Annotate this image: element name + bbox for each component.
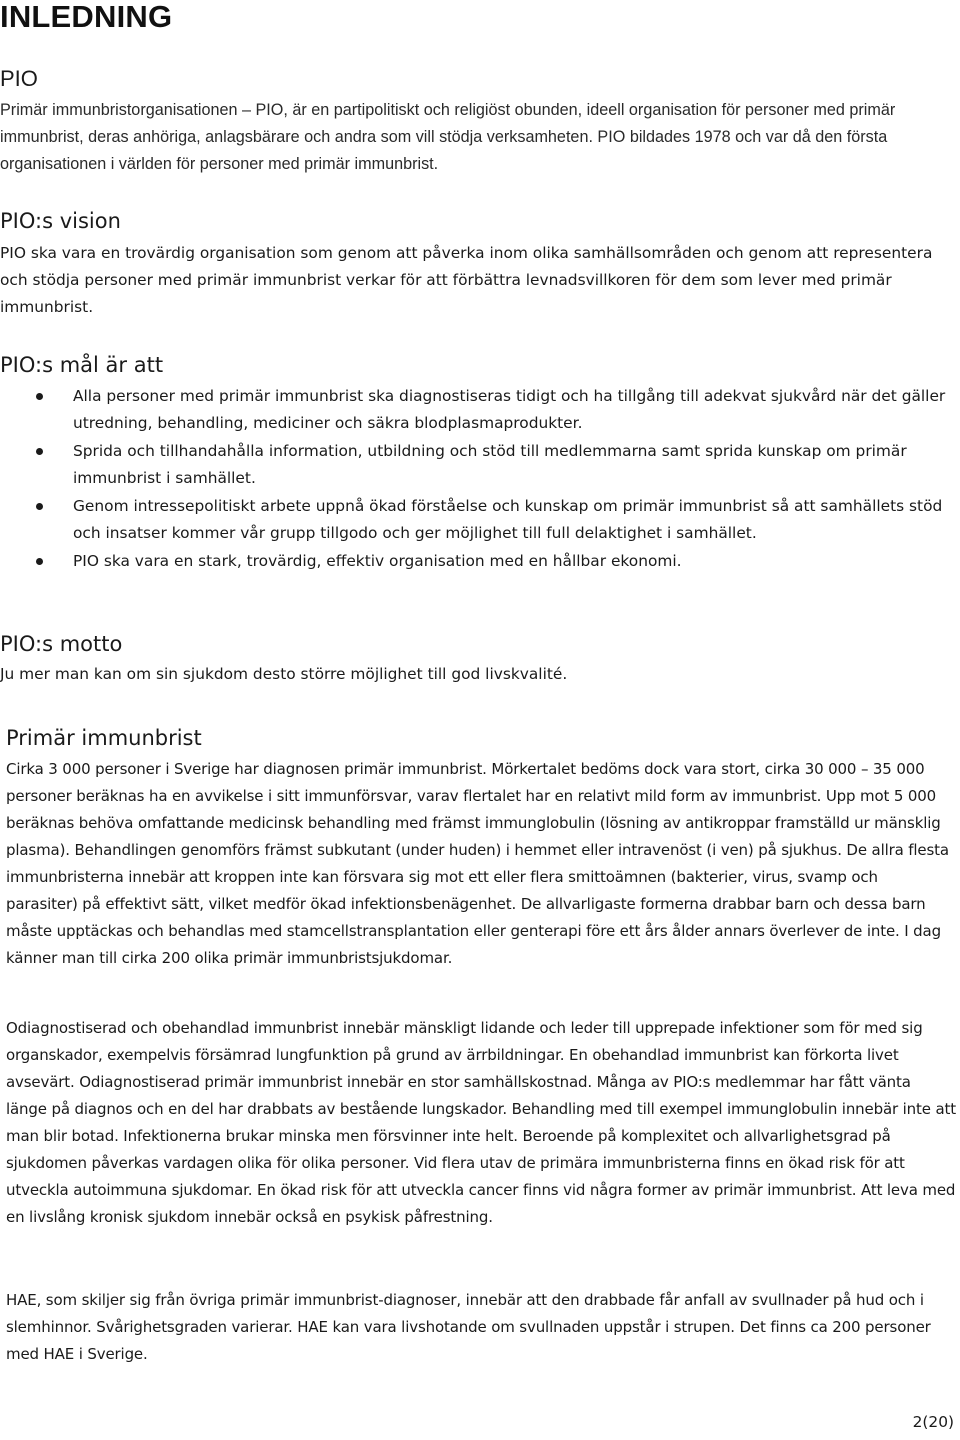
section-heading-vision: PIO:s vision <box>0 209 121 233</box>
pio-paragraph: Primär immunbristorganisationen – PIO, är en partipolitiskt och religiöst obunden, ideell organisation för personer med primär immunbrist, deras anhöriga, anlagsbärare och andra som vill stödja verksamheten. PIO bildades 1978 och var då den första organisationen i världen för personer med primär immunbrist. <box>0 101 896 173</box>
bullet-icon <box>36 503 43 510</box>
primary-paragraph-1: Cirka 3 000 personer i Sverige har diagnosen primär immunbrist. Mörkertalet bedöms dock vara stort, cirka 30 000 – 35 000 personer beräknas ha en avvikelse i sitt immunförsvar, varav flertalet har en relativt mild form av immunbrist. Upp mot 5 000 beräknas behöva omfattande medicinsk behandling med främst immunglobulin (lösning av antikroppar framställd ur mänsklig plasma). Behandlingen genomförs främst subkutant (under huden) i hemmet eller intravenöst (i ven) på sjukhus. De allra flesta immunbristerna innebär att kroppen inte kan försvara sig mot ett eller flera smittoämnen (bakterier, virus, svamp och parasiter) på effektivt sätt, vilket medför ökad infektionsbenägenhet. De allvarligaste formerna drabbar barn och dessa barn måste upptäckas och behandlas med stamcellstransplantation eller genterapi före ett års ålder annars överlever de inte. I dag känner man till cirka 200 olika primär immunbristsjukdomar. <box>6 760 949 967</box>
page-number: 2(20) <box>912 1413 954 1431</box>
primary-paragraph-2: Odiagnostiserad och obehandlad immunbrist innebär mänskligt lidande och leder till upprepade infektioner som för med sig organskador, exempelvis försämrad lungfunktion på grund av ärrbildningar. En obehandlad immunbrist kan förkorta livet avsevärt. Odiagnostiserad primär immunbrist innebär en stor samhällskostnad. Många av PIO:s medlemmar har fått vänta länge på diagnos och en del har drabbats av bestående lungskador. Behandling med till exempel immunglobulin innebär inte att man blir botad. Infektionerna brukar minska men försvinner inte helt. Beroende på komplexitet och allvarlighetsgrad på sjukdomen påverkas vardagen olika för olika personer. Vid flera utav de primära immunbristerna finns en ökad risk för att utveckla autoimmuna sjukdomar. En ökad risk för att utveckla cancer finns vid några former av primär immunbrist. Att leva med en livslång kronisk sjukdom innebär också en psykisk påfrestning. <box>6 1019 956 1226</box>
goals-list <box>0 383 958 577</box>
section-heading-goals: PIO:s mål är att <box>0 353 164 377</box>
section-heading-pio: PIO <box>0 66 38 91</box>
list-item: Sprida och tillhandahålla information, utbildning och stöd till medlemmarna samt sprida kunskap om primär immunbrist i samhället. <box>0 438 958 491</box>
list-item: Alla personer med primär immunbrist ska diagnostiseras tidigt och ha tillgång till adekvat sjukvård när det gäller utredning, behandling, mediciner och säkra blodplasmaprodukter. <box>0 383 958 436</box>
motto-paragraph: Ju mer man kan om sin sjukdom desto större möjlighet till god livskvalité. <box>0 665 568 683</box>
section-heading-primary-immunodeficiency: Primär immunbrist <box>6 726 202 750</box>
page-title: INLEDNING <box>0 0 173 34</box>
vision-paragraph: PIO ska vara en trovärdig organisation som genom att påverka inom olika samhällsområden och genom att representera och stödja personer med primär immunbrist verkar för att förbättra levnadsvillkoren för dem som lever med primär immunbrist. <box>0 244 933 316</box>
list-item: Genom intressepolitiskt arbete uppnå ökad förståelse och kunskap om primär immunbrist så att samhällets stöd och insatser kommer vår grupp tillgodo och ger möjlighet till full delaktighet i samhället. <box>0 493 958 546</box>
bullet-icon <box>36 558 43 565</box>
list-item: PIO ska vara en stark, trovärdig, effektiv organisation med en hållbar ekonomi. <box>0 548 958 575</box>
primary-paragraph-3: HAE, som skiljer sig från övriga primär immunbrist-diagnoser, innebär att den drabbade får anfall av svullnader på hud och i slemhinnor. Svårighetsgraden varierar. HAE kan vara livshotande om svullnaden uppstår i strupen. Det finns ca 200 personer med HAE i Sverige. <box>6 1291 931 1363</box>
bullet-icon <box>36 393 43 400</box>
bullet-icon <box>36 448 43 455</box>
section-heading-motto: PIO:s motto <box>0 632 123 656</box>
